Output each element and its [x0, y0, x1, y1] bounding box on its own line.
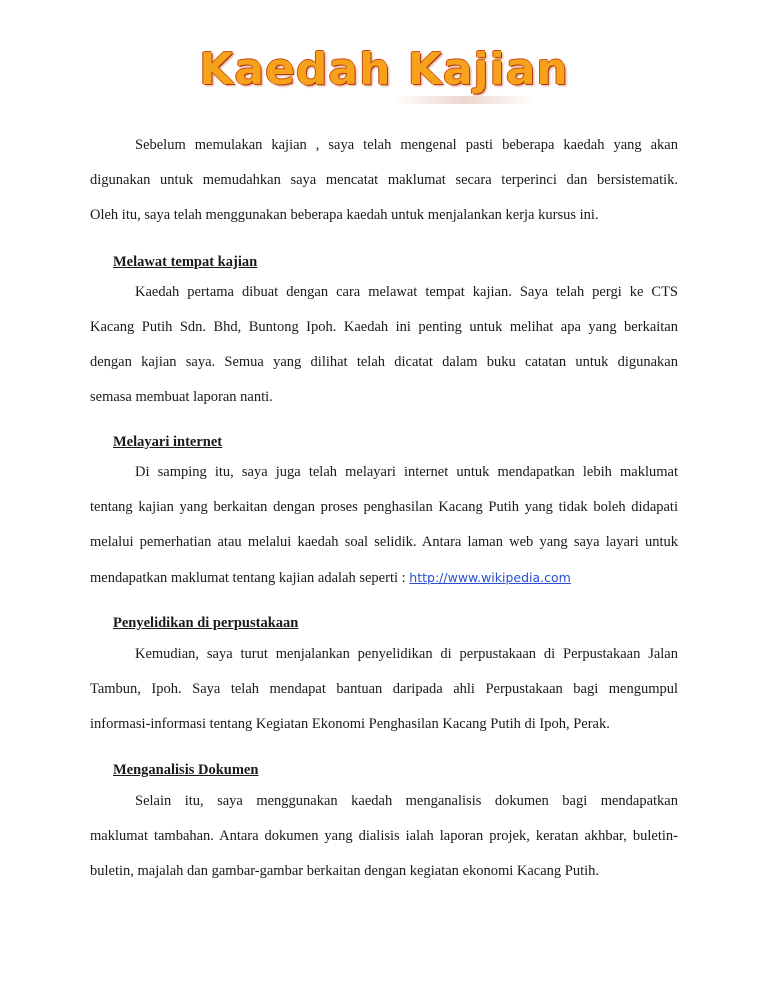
paragraph-line: semasa membuat laporan nanti.: [90, 389, 273, 405]
paragraph-text: mendapatkan maklumat tentang kajian adalah seperti :: [90, 570, 406, 586]
paragraph-line: Kacang Putih Sdn. Bhd, Buntong Ipoh. Kaedah ini penting untuk melihat apa yang berkaitan: [90, 319, 678, 335]
section-paragraph-dokumen: [90, 784, 678, 889]
paragraph-line: tentang kajian yang berkaitan dengan proses penghasilan Kacang Putih yang tidak boleh didapati: [90, 499, 678, 515]
page-title: Kaedah Kajian: [199, 44, 569, 95]
intro-line: Oleh itu, saya telah menggunakan beberapa kaedah untuk menjalankan kerja kursus ini.: [90, 207, 599, 223]
section-paragraph-internet: [90, 455, 678, 596]
wikipedia-link[interactable]: http://www.wikipedia.com: [409, 570, 571, 585]
section-heading-melawat: Melawat tempat kajian: [113, 254, 258, 270]
paragraph-line: maklumat tambahan. Antara dokumen yang dialisis ialah laporan projek, keratan akhbar, buletin-: [90, 828, 678, 844]
section-heading-perpustakaan: Penyelidikan di perpustakaan: [113, 615, 299, 631]
section-heading-dokumen: Menganalisis Dokumen: [113, 762, 259, 778]
title-decoration: [394, 96, 534, 104]
paragraph-line: buletin, majalah dan gambar-gambar berkaitan dengan kegiatan ekonomi Kacang Putih.: [90, 863, 600, 879]
paragraph-line: [90, 560, 678, 596]
paragraph-line: informasi-informasi tentang Kegiatan Ekonomi Penghasilan Kacang Putih di Ipoh, Perak.: [90, 716, 610, 732]
paragraph-line: dengan kajian saya. Semua yang dilihat telah dicatat dalam buku catatan untuk digunakan: [90, 354, 678, 370]
paragraph-line: Di samping itu, saya juga telah melayari internet untuk mendapatkan lebih maklumat: [135, 464, 678, 480]
paragraph-line: Selain itu, saya menggunakan kaedah menganalisis dokumen bagi mendapatkan: [135, 793, 678, 809]
paragraph-line: melalui pemerhatian atau melalui kaedah soal selidik. Antara laman web yang saya layari untuk: [90, 534, 678, 550]
paragraph-line: Tambun, Ipoh. Saya telah mendapat bantuan daripada ahli Perpustakaan bagi mengumpul: [90, 681, 678, 697]
section-paragraph-perpustakaan: [90, 637, 678, 742]
section-paragraph-melawat: [90, 275, 678, 415]
intro-line: digunakan untuk memudahkan saya mencatat maklumat secara terperinci dan bersistematik.: [90, 172, 678, 188]
paragraph-line: Kemudian, saya turut menjalankan penyelidikan di perpustakaan di Perpustakaan Jalan: [135, 646, 678, 662]
paragraph-line: Kaedah pertama dibuat dengan cara melawat tempat kajian. Saya telah pergi ke CTS: [135, 284, 678, 300]
intro-paragraph: [90, 128, 678, 233]
intro-line: Sebelum memulakan kajian , saya telah mengenal pasti beberapa kaedah yang akan: [135, 137, 678, 153]
section-heading-internet: Melayari internet: [113, 434, 223, 450]
